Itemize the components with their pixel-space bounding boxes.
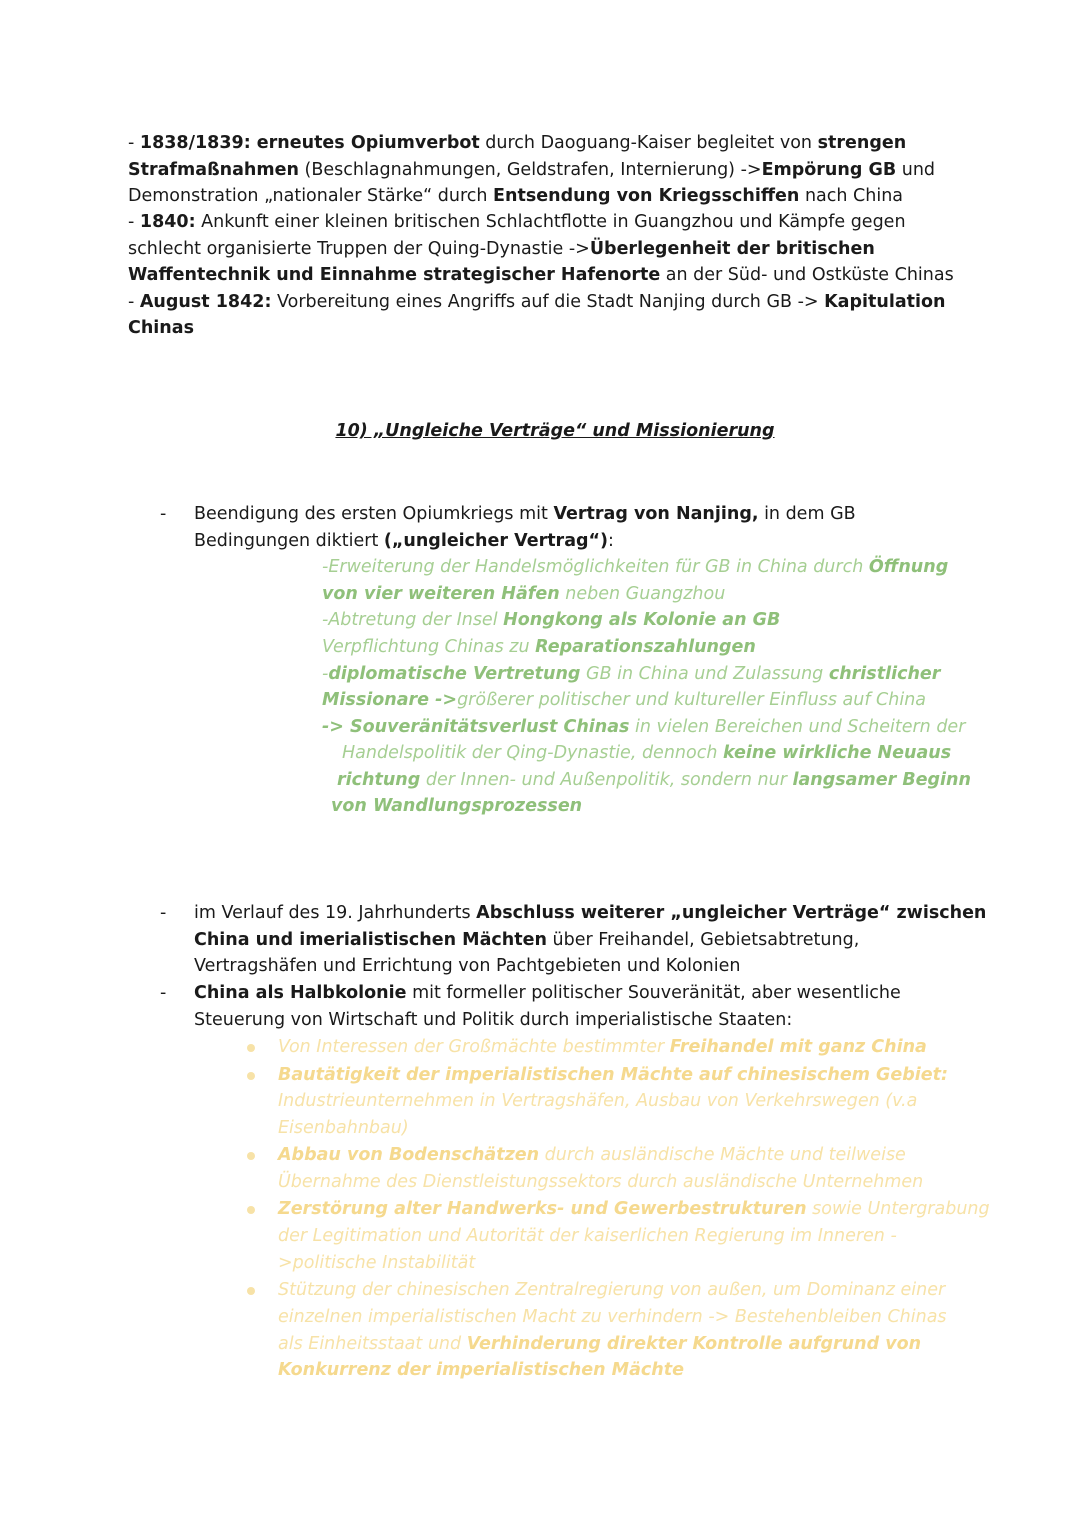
treaty-terms-line-6: Missionare ->größerer politischer und kultureller Einfluss auf China (322, 690, 927, 710)
bullet-2-line-2: Industrieunternehmen in Vertragshäfen, Ausbau von Verkehrswegen (v.a (278, 1091, 918, 1111)
bullet-5-line-2: einzelnen imperialistischen Macht zu verhindern -> Bestehenbleiben Chinas (278, 1307, 947, 1327)
intro-line-4: - 1840: Ankunft einer kleinen britischen Schlachtflotte in Guangzhou und Kämpfe gegen (128, 212, 906, 232)
treaty-terms-line-7: -> Souveränitätsverlust Chinas in vielen Bereichen und Scheitern der (322, 717, 966, 737)
bullet-2-line-1: Bautätigkeit der imperialistischen Mächte auf chinesischem Gebiet: (278, 1065, 949, 1085)
list-dash: - (160, 983, 167, 1003)
semi-colony-line-1: China als Halbkolonie mit formeller politischer Souveränität, aber wesentliche (194, 983, 901, 1003)
bullet-3-line-1: Abbau von Bodenschätzen durch ausländische Mächte und teilweise (278, 1145, 906, 1165)
treaty-terms-line-10: von Wandlungsprozessen (331, 796, 583, 816)
section-heading: 10) „Ungleiche Verträge“ und Missionierung (335, 421, 775, 441)
intro-line-6: Waffentechnik und Einnahme strategischer Hafenorte an der Süd- und Ostküste Chinas (128, 265, 954, 285)
treaty-terms-line-3: -Abtretung der Insel Hongkong als Kolonie an GB (322, 610, 781, 630)
list-dash: - (160, 504, 167, 524)
bullet-5-line-1: Stützung der chinesischen Zentralregierung von außen, um Dominanz einer (278, 1280, 946, 1300)
bullet-3-line-2: Übernahme des Dienstleistungssektors durch ausländische Unternehmen (278, 1172, 924, 1192)
bullet-5-line-3: als Einheitsstaat und Verhinderung direkter Kontrolle aufgrund von (278, 1334, 922, 1354)
bullet-icon (247, 1287, 255, 1295)
intro-line-1: - 1838/1839: erneutes Opiumverbot durch Daoguang-Kaiser begleitet von strengen (128, 133, 907, 153)
intro-line-5: schlecht organisierte Truppen der Quing-Dynastie ->Überlegenheit der britischen (128, 239, 875, 259)
treaty-terms-line-9: richtung der Innen- und Außenpolitik, sondern nur langsamer Beginn (337, 770, 971, 790)
bullet-icon (247, 1072, 255, 1080)
unequal-treaties-line-2: China und imerialistischen Mächten über Freihandel, Gebietsabtretung, (194, 930, 860, 950)
semi-colony-line-2: Steuerung von Wirtschaft und Politik durch imperialistische Staaten: (194, 1010, 793, 1030)
nanjing-line-1: Beendigung des ersten Opiumkriegs mit Vertrag von Nanjing, in dem GB (194, 504, 856, 524)
unequal-treaties-line-3: Vertragshäfen und Errichtung von Pachtgebieten und Kolonien (194, 956, 741, 976)
treaty-terms-line-2: von vier weiteren Häfen neben Guangzhou (322, 584, 726, 604)
bullet-4-line-3: >politische Instabilität (278, 1253, 476, 1273)
treaty-terms-line-5: -diplomatische Vertretung GB in China und Zulassung christlicher (322, 664, 941, 684)
bullet-1-line-1: Von Interessen der Großmächte bestimmter Freihandel mit ganz China (278, 1037, 927, 1057)
treaty-terms-line-4: Verpflichtung Chinas zu Reparationszahlungen (322, 637, 756, 657)
treaty-terms-line-1: -Erweiterung der Handelsmöglichkeiten für GB in China durch Öffnung (322, 557, 949, 577)
unequal-treaties-line-1: im Verlauf des 19. Jahrhunderts Abschluss weiterer „ungleicher Verträge“ zwischen (194, 903, 987, 923)
bullet-icon (247, 1044, 255, 1052)
intro-line-3: Demonstration „nationaler Stärke“ durch Entsendung von Kriegsschiffen nach China (128, 186, 904, 206)
bullet-2-line-3: Eisenbahnbau) (278, 1118, 409, 1138)
bullet-5-line-4: Konkurrenz der imperialistischen Mächte (278, 1360, 684, 1380)
intro-line-8: Chinas (128, 318, 194, 338)
nanjing-line-2: Bedingungen diktiert („ungleicher Vertrag“): (194, 531, 614, 551)
bullet-4-line-2: der Legitimation und Autorität der kaiserlichen Regierung im Inneren - (278, 1226, 897, 1246)
list-dash: - (160, 903, 167, 923)
bullet-icon (247, 1206, 255, 1214)
bullet-icon (247, 1152, 255, 1160)
intro-line-7: - August 1842: Vorbereitung eines Angriffs auf die Stadt Nanjing durch GB -> Kapitulation (128, 292, 946, 312)
intro-line-2: Strafmaßnahmen (Beschlagnahmungen, Geldstrafen, Internierung) ->Empörung GB und (128, 160, 936, 180)
treaty-terms-line-8: Handelspolitik der Qing-Dynastie, dennoch keine wirkliche Neuaus (342, 743, 952, 763)
bullet-4-line-1: Zerstörung alter Handwerks- und Gewerbestrukturen sowie Untergrabung (278, 1199, 990, 1219)
